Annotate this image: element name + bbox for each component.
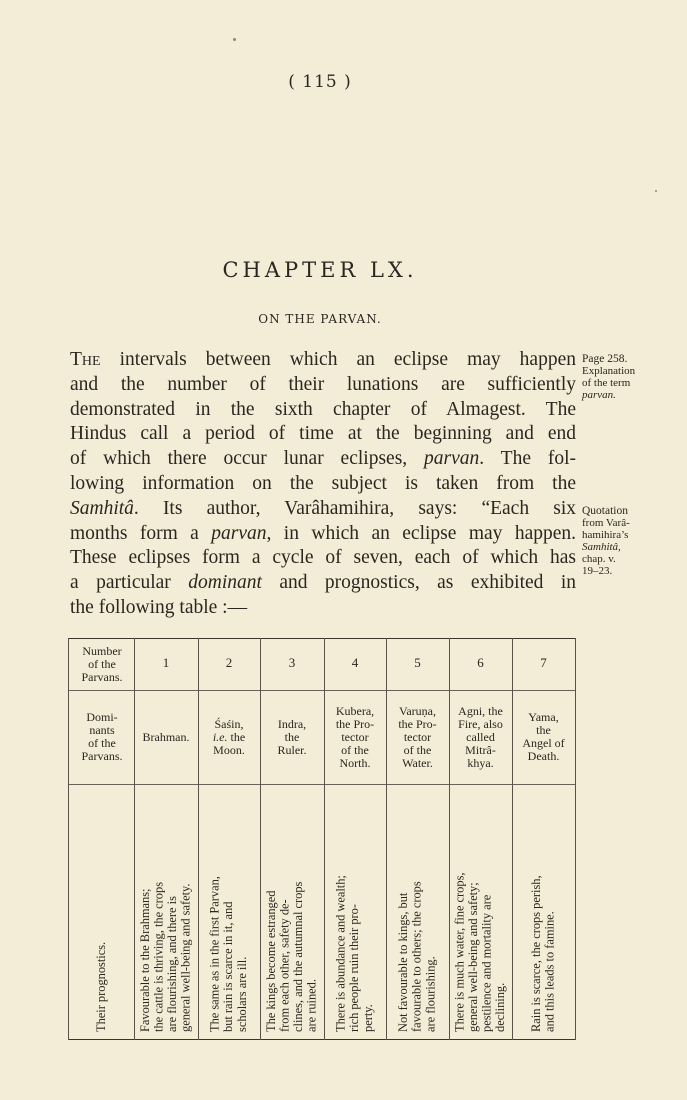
body-line: of which there occur lunar eclipses, parvan. The fol-	[70, 448, 577, 470]
table-top-rule	[68, 638, 576, 639]
parvan-prognostic	[200, 792, 258, 1032]
row-header-prognostics	[70, 792, 134, 1032]
table-cell-line: Moon.	[213, 742, 245, 757]
table-cell-line: of the	[88, 736, 116, 750]
parvan-dominant	[325, 692, 385, 782]
prognostic-line: favourable to others; the crops	[409, 881, 424, 1032]
body-line: months form a parvan, in which an eclipse may happen.	[70, 522, 577, 544]
ink-speck	[233, 38, 236, 41]
table-cell-line: Parvans.	[81, 669, 123, 684]
body-line: Hindus call a period of time at the beginning and end	[70, 423, 576, 445]
body-line: demonstrated in the sixth chapter of Almagest. The	[70, 398, 576, 420]
margin-note-line: hamihira’s	[582, 529, 629, 541]
table-cell-line: Yama,	[528, 710, 559, 724]
margin-note-line: from Varâ-	[582, 517, 630, 529]
margin-note-line: Explanation	[582, 365, 636, 377]
table-row-rule-2	[68, 784, 576, 785]
margin-note-line: Quotation	[582, 505, 628, 517]
prognostic-line: pestilence and mortality are	[479, 894, 494, 1032]
prognostic-line: general well-being and safety.	[178, 883, 193, 1032]
prognostic-line: are flourishing, and there is	[165, 896, 179, 1032]
chapter-title: CHAPTER LX.	[222, 258, 418, 282]
prognostic-line: There is much water, fine crops,	[452, 872, 467, 1032]
prognostic-line: and this leads to famine.	[542, 911, 557, 1032]
table-cell-line: Indra,	[277, 716, 307, 731]
parvan-number: 6	[477, 655, 484, 670]
prognostic-line: the cattle is thriving, the crops	[151, 881, 166, 1032]
margin-note-line: of the term	[582, 377, 631, 389]
prognostic-line: are flourishing.	[423, 956, 438, 1032]
prognostic-line: Favourable to the Brahmans;	[137, 888, 152, 1032]
table-cell-line: the	[284, 729, 300, 744]
prognostic-line: Not favourable to kings, but	[396, 892, 411, 1032]
table-bottom-rule	[68, 1039, 576, 1040]
table-cell-line: Number	[82, 643, 122, 658]
page-number: ( 115 )	[288, 72, 352, 92]
table-cell-line: tector	[403, 729, 432, 744]
prognostic-line: general well-being and safety;	[465, 882, 480, 1032]
table-cell-line: Śaśin,	[214, 716, 244, 731]
parvan-number: 3	[288, 655, 296, 670]
prognostic-line: from each other, safety de-	[277, 899, 292, 1032]
parvan-prognostic	[326, 792, 384, 1032]
table-cell-line: Varuṇa,	[399, 703, 436, 718]
table-cell-line: the Pro-	[335, 716, 375, 731]
margin-note-line: Page 258.	[582, 353, 628, 365]
table-cell-line: khya.	[467, 755, 494, 770]
table-cell-line: North.	[339, 755, 371, 770]
row-header-number	[70, 640, 134, 688]
table-cell-line: nants	[89, 723, 115, 737]
ink-speck	[655, 190, 657, 192]
table-col-rule	[68, 638, 69, 1040]
table-cell-line: Kubera,	[335, 703, 375, 718]
margin-note-line: parvan.	[582, 389, 616, 401]
prognostic-line: are ruined.	[304, 979, 319, 1032]
prognostic-line: rich people ruin their pro-	[347, 904, 362, 1032]
prognostic-line: perty.	[360, 1004, 375, 1032]
margin-note-line: Samhitâ,	[582, 541, 621, 553]
table-cell-line: Domi-	[86, 710, 118, 724]
prognostic-line: There is abundance and wealth;	[333, 875, 348, 1032]
prognostic-line: but rain is scarce in it, and	[221, 901, 236, 1032]
parvan-number: 5	[414, 655, 421, 670]
margin-note-line: 19–23.	[582, 565, 613, 577]
table-cell-line: called	[466, 729, 495, 744]
prognostic-line: scholars are ill.	[234, 956, 249, 1032]
parvan-dominant	[135, 692, 197, 782]
parvan-table	[68, 638, 576, 1042]
prognostic-line: declining.	[493, 982, 508, 1032]
table-cell-line: of the	[88, 656, 116, 671]
margin-note-quotation	[582, 505, 672, 577]
table-cell-line: of the	[341, 742, 369, 757]
parvan-dominant	[199, 692, 259, 782]
prognostic-line: Rain is scarce, the crops perish,	[528, 875, 543, 1032]
body-line: The intervals between which an eclipse may happen	[70, 349, 576, 370]
table-cell-line: Ruler.	[277, 742, 307, 757]
table-cell-line: the Pro-	[398, 716, 437, 731]
table-cell-line: Brahman.	[142, 729, 190, 744]
table-col-rule	[575, 638, 576, 1040]
table-cell-line: Mitrâ-	[465, 742, 496, 757]
body-paragraph	[70, 348, 576, 621]
table-cell-line: tector	[341, 729, 369, 744]
table-cell-line: Fire, also	[458, 716, 503, 731]
parvan-prognostic	[451, 792, 510, 1032]
body-line: the following table :—	[70, 596, 248, 618]
parvan-prognostic	[388, 792, 447, 1032]
body-line: and the number of their lunations are sufficiently	[70, 373, 576, 395]
table-row-rule-1	[68, 690, 576, 691]
table-cell-line: Angel of	[522, 736, 565, 750]
prognostic-line: clines, and the autumnal crops	[291, 881, 305, 1032]
table-cell-line: Agni, the	[458, 703, 503, 718]
margin-note-line: chap. v.	[582, 553, 616, 565]
parvan-dominant	[513, 692, 574, 782]
table-cell-line: the	[536, 723, 551, 737]
prognostic-line: The same as in the first Parvan,	[207, 876, 222, 1032]
table-cell-line: i.e. the	[212, 729, 246, 744]
parvan-dominant	[450, 692, 511, 782]
body-line: These eclipses form a cycle of seven, each of which has	[70, 547, 576, 569]
parvan-number: 7	[540, 655, 547, 670]
body-line: Samhitâ. Its author, Varâhamihira, says: “Each six	[70, 497, 576, 519]
body-line: a particular dominant and prognostics, as exhibited in	[70, 572, 576, 594]
parvan-prognostic	[262, 792, 322, 1032]
parvan-prognostic	[514, 792, 573, 1032]
parvan-dominant	[261, 692, 323, 782]
table-cell-line: of the	[403, 742, 432, 757]
parvan-number: 2	[225, 655, 233, 670]
margin-note-explanation	[582, 353, 672, 401]
table-cell-line: Death.	[527, 749, 560, 763]
table-cell-line: Water.	[402, 755, 433, 770]
parvan-number: 4	[351, 655, 359, 670]
parvan-number: 1	[162, 655, 170, 670]
parvan-prognostic	[136, 792, 196, 1032]
row-header-dominants	[70, 692, 134, 782]
table-cell-line: Parvans.	[81, 749, 123, 763]
chapter-subtitle: ON THE PARVAN.	[258, 312, 382, 326]
prognostic-line: Their prognostics.	[94, 941, 109, 1032]
prognostic-line: The kings become estranged	[263, 890, 278, 1032]
parvan-dominant	[387, 692, 448, 782]
body-line: lowing information on the subject is taken from the	[70, 472, 576, 494]
